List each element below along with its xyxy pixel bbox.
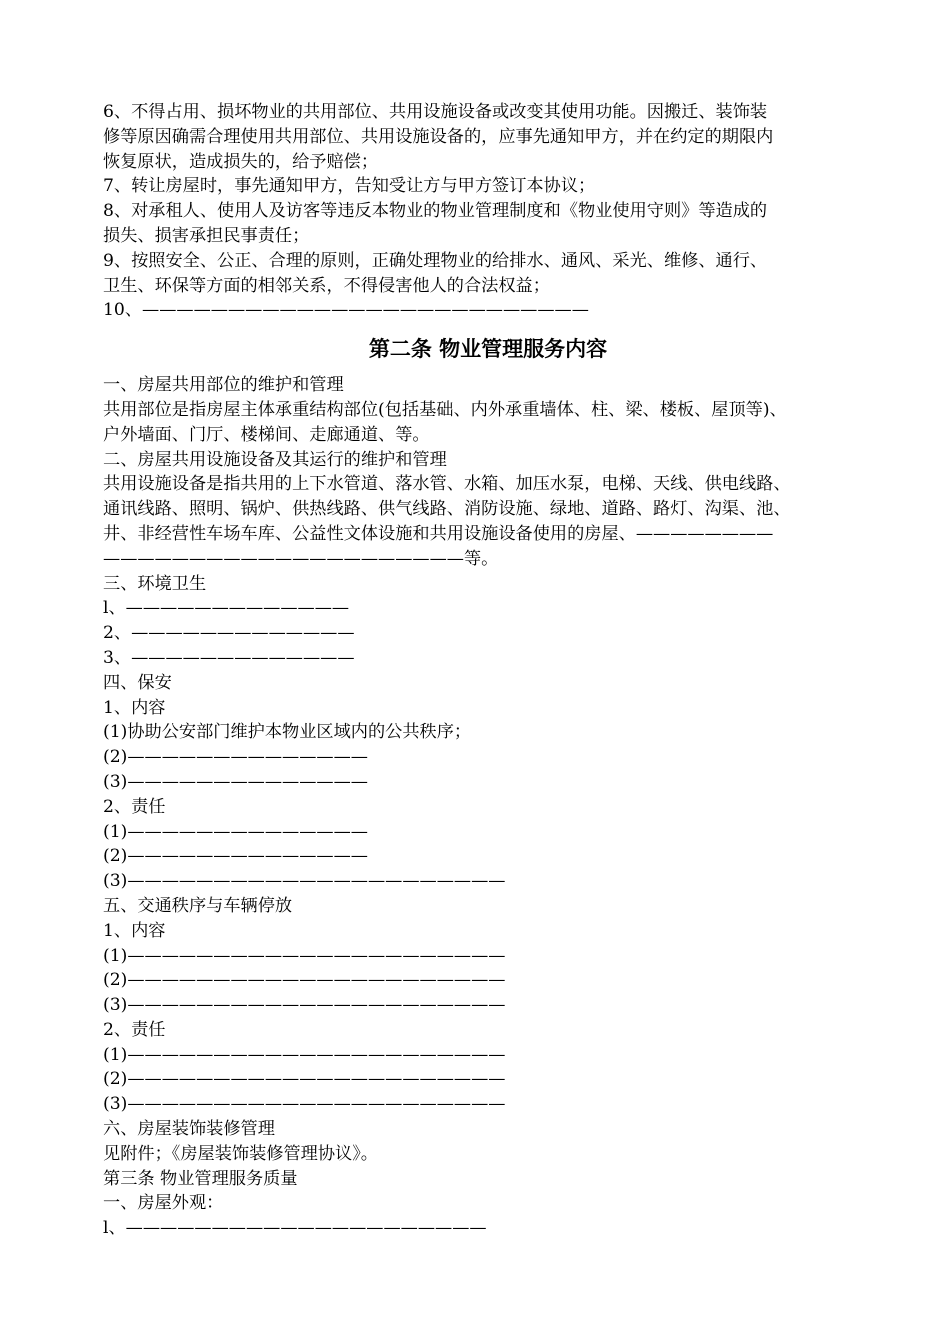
section-body — [103, 373, 873, 1241]
text-line: 共用部位是指房屋主体承重结构部位(包括基础、内外承重墙体、柱、梁、楼板、屋顶等)、 — [103, 399, 787, 420]
text-line: 一、房屋共用部位的维护和管理 — [103, 375, 344, 396]
obligations-list — [103, 100, 873, 323]
text-line: (1)协助公安部门维护本物业区域内的公共秩序； — [103, 722, 472, 743]
text-line: 1、内容 — [103, 697, 166, 718]
text-line: 恢复原状，造成损失的，给予赔偿； — [103, 151, 379, 172]
text-line: (3)—————————————————————— — [103, 1094, 506, 1115]
text-line: 五、交通秩序与车辆停放 — [103, 895, 293, 916]
text-line: 通讯线路、照明、锅炉、供热线路、供气线路、消防设施、绿地、道路、路灯、沟渠、池、 — [103, 499, 791, 520]
text-line: 9、按照安全、公正、合理的原则，正确处理物业的给排水、通风、采光、维修、通行、 — [103, 250, 768, 271]
text-line: (1)—————————————————————— — [103, 1044, 506, 1065]
document-page — [103, 100, 873, 1241]
text-line: 户外墙面、门厅、楼梯间、走廊通道、等。 — [103, 424, 430, 445]
text-line: 6、不得占用、损坏物业的共用部位、共用设施设备或改变其使用功能。因搬迁、装饰装 — [103, 102, 768, 122]
text-line: 卫生、环保等方面的相邻关系，不得侵害他人的合法权益； — [103, 275, 550, 296]
text-line: 10、—————————————————————————— — [103, 300, 589, 321]
text-line: 四、保安 — [103, 672, 172, 693]
text-line: —————————————————————等。 — [103, 548, 499, 569]
text-line: 第三条 物业管理服务质量 — [103, 1168, 298, 1189]
text-line: (1)—————————————————————— — [103, 945, 506, 966]
text-line: 2、责任 — [103, 796, 166, 817]
text-line: 1、内容 — [103, 920, 166, 941]
text-line: (2)—————————————————————— — [103, 970, 506, 991]
text-line: l、————————————————————— — [103, 1218, 487, 1239]
text-line: (3)—————————————————————— — [103, 995, 506, 1016]
text-line: (3)—————————————— — [103, 771, 368, 792]
text-line: l、————————————— — [103, 598, 350, 619]
text-line: 2、————————————— — [103, 623, 355, 644]
text-line: 修等原因确需合理使用共用部位、共用设施设备的，应事先通知甲方，并在约定的期限内 — [103, 126, 774, 147]
text-line: 7、转让房屋时，事先通知甲方，告知受让方与甲方签订本协议； — [103, 176, 596, 197]
text-line: (2)—————————————— — [103, 846, 368, 867]
text-line: (2)—————————————— — [103, 747, 368, 768]
text-line: 三、环境卫生 — [103, 573, 207, 594]
text-line: (3)—————————————————————— — [103, 871, 506, 892]
text-line: (2)—————————————————————— — [103, 1069, 506, 1090]
text-line: 见附件；《房屋装饰装修管理协议》。 — [103, 1143, 378, 1164]
text-line: 共用设施设备是指共用的上下水管道、落水管、水箱、加压水泵，电梯、天线、供电线路、 — [103, 474, 791, 495]
text-line: 六、房屋装饰装修管理 — [103, 1119, 275, 1140]
text-line: 损失、损害承担民事责任； — [103, 225, 310, 246]
text-line: 8、对承租人、使用人及访客等违反本物业的物业管理制度和《物业使用守则》等造成的 — [103, 201, 768, 222]
text-line: 3、————————————— — [103, 647, 355, 668]
text-line: 二、房屋共用设施设备及其运行的维护和管理 — [103, 449, 447, 470]
text-line: 井、非经营性车场车库、公益性文体设施和共用设施设备使用的房屋、———————— — [103, 523, 774, 544]
section-title: 第二条 物业管理服务内容 — [368, 336, 608, 362]
text-line: 2、责任 — [103, 1019, 166, 1040]
text-line: (1)—————————————— — [103, 821, 368, 842]
text-line: 一、房屋外观： — [103, 1193, 224, 1214]
